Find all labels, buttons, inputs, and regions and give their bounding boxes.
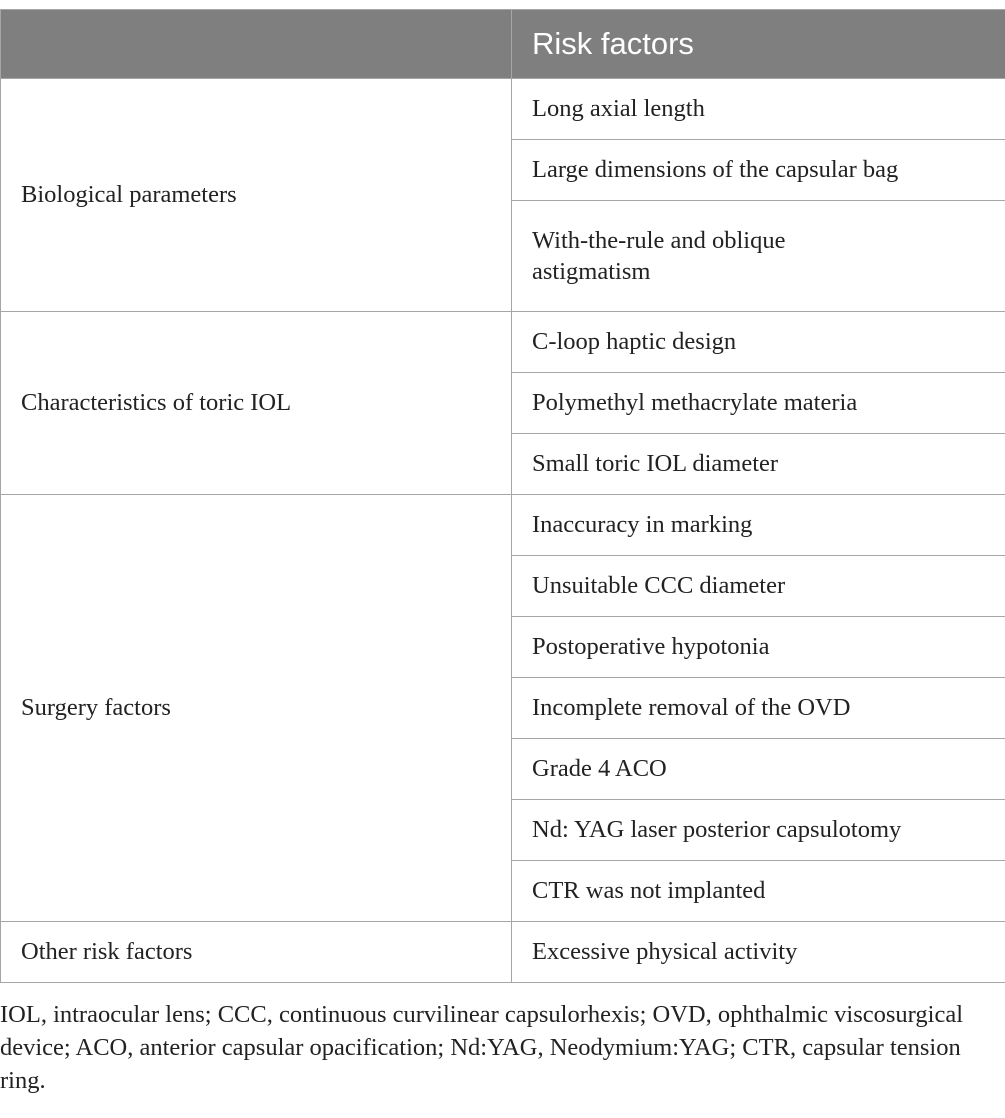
risk-factor-cell: C-loop haptic design [512,312,1005,373]
risk-factor-cell: Unsuitable CCC diameter [512,556,1005,617]
risk-factor-cell: Inaccuracy in marking [512,495,1005,556]
risk-factor-text: With-the-rule and oblique astigmatism [532,226,786,285]
risk-factor-cell: Large dimensions of the capsular bag [512,140,1005,201]
risk-factors-table [0,9,1005,983]
risk-factor-cell [512,201,1005,312]
risk-factor-cell: Polymethyl methacrylate materia [512,373,1005,434]
header-category-cell [1,10,512,79]
risk-factor-cell: Excessive physical activity [512,922,1005,983]
category-other-risk-factors: Other risk factors [1,922,512,983]
table-row [1,495,1005,556]
header-risk-factors: Risk factors [512,10,1005,79]
table-row [1,79,1005,140]
risk-factor-cell: Postoperative hypotonia [512,617,1005,678]
table-body [1,79,1005,983]
category-surgery-factors: Surgery factors [1,495,512,922]
category-biological-parameters: Biological parameters [1,79,512,312]
header-row [1,10,1005,79]
risk-factor-cell: Grade 4 ACO [512,739,1005,800]
risk-factor-cell: Incomplete removal of the OVD [512,678,1005,739]
table-header [1,10,1005,79]
risk-factor-cell: Small toric IOL diameter [512,434,1005,495]
risk-factor-cell: Nd: YAG laser posterior capsulotomy [512,800,1005,861]
table-footnote: IOL, intraocular lens; CCC, continuous curvilinear capsulorhexis; OVD, ophthalmic viscosurgical device; ACO, anterior capsular opacification; Nd:YAG, Neodymium:YAG; CTR, capsular tension ring. [0,1001,964,1094]
risk-factor-cell: CTR was not implanted [512,861,1005,922]
risk-factor-cell: Long axial length [512,79,1005,140]
table-row [1,922,1005,983]
table-row [1,312,1005,373]
category-characteristics-of-toric-iol: Characteristics of toric IOL [1,312,512,495]
